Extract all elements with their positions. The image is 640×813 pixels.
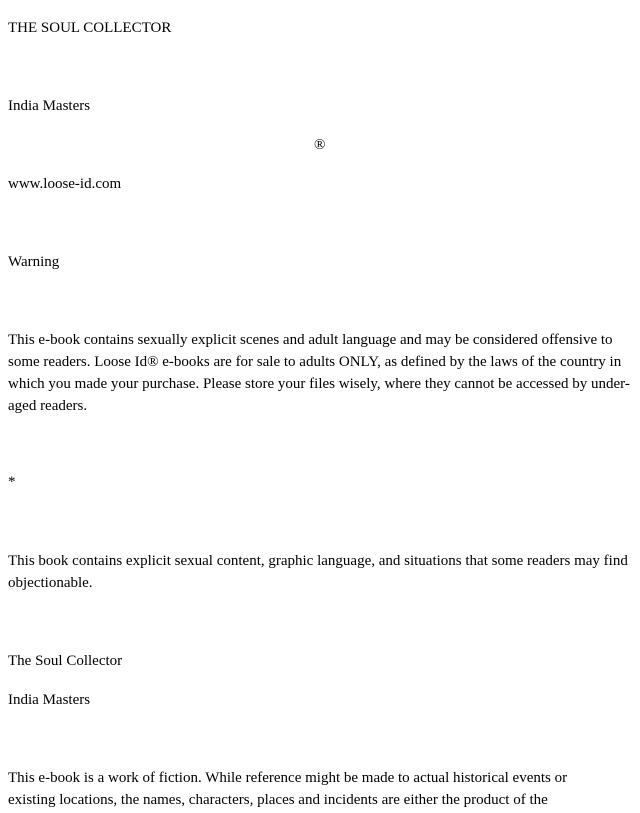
content-note-paragraph: This book contains explicit sexual content, graphic language, and situations that some readers may find objectionable. [8, 553, 628, 591]
fiction-paragraph-line-2: existing locations, the names, characters, places and incidents are either the product of the [8, 792, 548, 808]
author-name: India Masters [8, 98, 91, 114]
book-author: India Masters [8, 692, 91, 708]
website-text: www.loose-id.com [8, 176, 122, 192]
section-separator: * [8, 474, 16, 490]
fiction-paragraph-line-1: This e-book is a work of fiction. While reference might be made to actual historical events or [8, 770, 568, 786]
book-title: The Soul Collector [8, 653, 123, 669]
warning-paragraph: This e-book contains sexually explicit scenes and adult language and may be considered offensive to some readers. Loose Id® e-books are for sale to adults ONLY, as defined by the laws of the country in which you made your purchase. Please store your files wisely, where they cannot be accessed by under-aged readers. [8, 332, 630, 414]
registered-mark: ® [314, 137, 326, 153]
document-title: THE SOUL COLLECTOR [8, 20, 172, 36]
warning-heading: Warning [8, 254, 60, 270]
